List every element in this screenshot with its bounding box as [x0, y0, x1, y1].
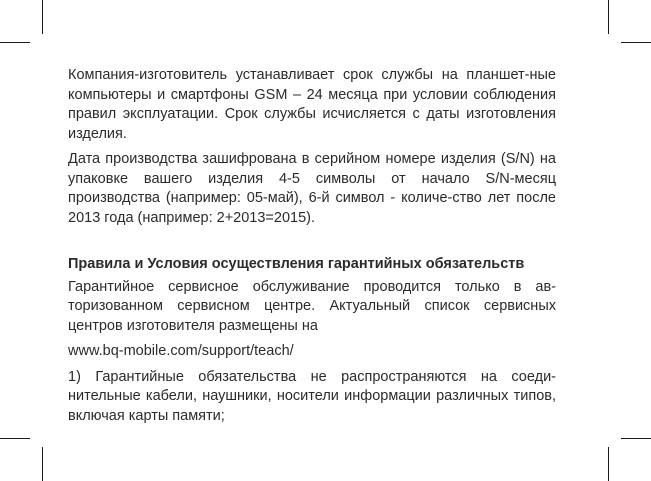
crop-mark-top-left — [0, 42, 30, 43]
crop-mark-top-right — [621, 42, 651, 43]
crop-mark-bottom-right — [621, 438, 651, 439]
warranty-exclusion-item: 1) Гарантийные обязательства не распространяются на соеди-нительные кабели, наушники, носители информации различных типов, включая карты памяти; — [68, 368, 556, 424]
crop-mark-bottom-left — [0, 438, 30, 439]
crop-mark-top-left — [42, 0, 43, 34]
service-center-paragraph: Гарантийное сервисное обслуживание проводится только в ав-торизованном сервисном центре. Актуальный список сервисных центров изготовителя размещены на — [68, 278, 556, 334]
service-life-paragraph: Компания-изготовитель устанавливает срок службы на планшет-ные компьютеры и смартфоны GSM – 24 месяца при условии соблюдения правил эксплуатации. Срок службы исчисляется с даты изготовления изделия. — [68, 67, 556, 142]
section-title: Правила и Условия осуществления гарантийных обязательств — [68, 256, 525, 272]
crop-mark-bottom-left — [42, 447, 43, 481]
crop-mark-top-right — [608, 0, 609, 34]
support-url: www.bq-mobile.com/support/teach/ — [68, 343, 294, 359]
production-date-paragraph: Дата производства зашифрована в серийном номере изделия (S/N) на упаковке вашего изделия 4-5 символы от начало S/N-месяц производства (например: 05-май), 6-й символ - количе-ство лет после 2013 года (например: 2+2013=2015). — [68, 151, 556, 226]
document-body — [68, 66, 556, 426]
crop-mark-bottom-right — [608, 447, 609, 481]
